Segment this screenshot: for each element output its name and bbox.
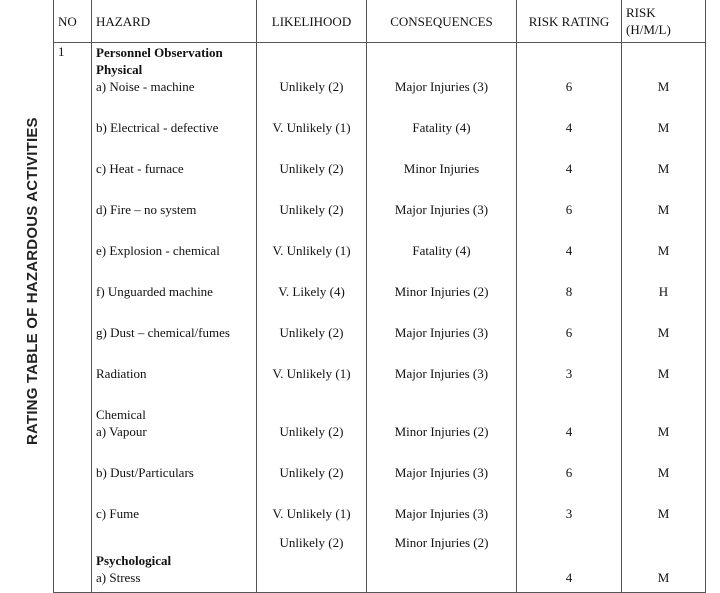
subgroup-label: Psychological — [96, 553, 172, 568]
hazard-cell — [92, 388, 257, 446]
row-number — [54, 528, 92, 593]
table-row — [54, 224, 706, 265]
hazard-cell — [92, 528, 257, 593]
subgroup-label: Chemical — [96, 407, 146, 422]
header-risk — [622, 0, 706, 43]
risk-level-cell: M — [622, 487, 706, 528]
table-row — [54, 265, 706, 306]
side-title: RATING TABLE OF HAZARDOUS ACTIVITIES — [24, 117, 41, 445]
likelihood-cell: Unlikely (2) — [257, 446, 367, 487]
row-number — [54, 487, 92, 528]
header-hazard: HAZARD — [92, 0, 257, 43]
risk-level-cell: M — [622, 142, 706, 183]
risk-rating-cell: 6 — [517, 306, 622, 347]
table-row — [54, 347, 706, 388]
row-number — [54, 265, 92, 306]
consequences-cell: Minor Injuries (2) — [367, 388, 517, 446]
likelihood-cell: V. Unlikely (1) — [257, 224, 367, 265]
hazard-label: a) Stress — [96, 570, 141, 585]
risk-rating-cell: 4 — [517, 142, 622, 183]
hazard-cell: c) Heat - furnace — [92, 142, 257, 183]
hazard-cell: b) Dust/Particulars — [92, 446, 257, 487]
risk-rating-cell: 6 — [517, 183, 622, 224]
hazard-cell: e) Explosion - chemical — [92, 224, 257, 265]
risk-rating-cell: 4 — [517, 224, 622, 265]
risk-level-cell: M — [622, 224, 706, 265]
risk-rating-cell: 4 — [517, 528, 622, 593]
hazard-cell: d) Fire – no system — [92, 183, 257, 224]
header-likelihood: LIKELIHOOD — [257, 0, 367, 43]
risk-level-cell: M — [622, 528, 706, 593]
hazard-label: a) Noise - machine — [96, 79, 195, 94]
group-label: Personnel Observation — [96, 45, 223, 60]
risk-rating-cell: 6 — [517, 43, 622, 102]
header-risk-line2: (H/M/L) — [626, 22, 671, 37]
likelihood-cell: Unlikely (2) — [257, 43, 367, 102]
consequences-cell: Fatality (4) — [367, 101, 517, 142]
consequences-cell: Major Injuries (3) — [367, 487, 517, 528]
likelihood-cell: Unlikely (2) — [257, 306, 367, 347]
consequences-cell: Major Injuries (3) — [367, 43, 517, 102]
risk-level-cell: M — [622, 43, 706, 102]
likelihood-cell: V. Unlikely (1) — [257, 347, 367, 388]
table-row — [54, 101, 706, 142]
hazard-cell: c) Fume — [92, 487, 257, 528]
consequences-cell: Fatality (4) — [367, 224, 517, 265]
likelihood-cell: V. Unlikely (1) — [257, 101, 367, 142]
likelihood-cell: Unlikely (2) — [257, 388, 367, 446]
likelihood-cell: Unlikely (2) — [257, 142, 367, 183]
consequences-cell: Major Injuries (3) — [367, 306, 517, 347]
risk-level-cell: M — [622, 183, 706, 224]
likelihood-cell: V. Likely (4) — [257, 265, 367, 306]
hazard-cell: g) Dust – chemical/fumes — [92, 306, 257, 347]
hazard-cell: Radiation — [92, 347, 257, 388]
table-row — [54, 306, 706, 347]
consequences-cell: Major Injuries (3) — [367, 347, 517, 388]
risk-level-cell: M — [622, 101, 706, 142]
table-row — [54, 142, 706, 183]
row-number — [54, 347, 92, 388]
risk-rating-cell: 3 — [517, 487, 622, 528]
consequences-cell: Minor Injuries — [367, 142, 517, 183]
table-row — [54, 487, 706, 528]
likelihood-cell: Unlikely (2) — [257, 183, 367, 224]
risk-rating-cell: 6 — [517, 446, 622, 487]
row-number — [54, 142, 92, 183]
row-number: 1 — [54, 43, 92, 102]
header-consequences: CONSEQUENCES — [367, 0, 517, 43]
risk-level-cell: H — [622, 265, 706, 306]
consequences-cell: Major Injuries (3) — [367, 183, 517, 224]
risk-rating-cell: 4 — [517, 101, 622, 142]
header-risk-rating: RISK RATING — [517, 0, 622, 43]
hazard-cell: f) Unguarded machine — [92, 265, 257, 306]
hazard-cell: b) Electrical - defective — [92, 101, 257, 142]
row-number — [54, 101, 92, 142]
consequences-cell: Minor Injuries (2) — [367, 265, 517, 306]
risk-rating-cell: 4 — [517, 388, 622, 446]
hazard-rating-table — [53, 0, 706, 593]
risk-level-cell: M — [622, 347, 706, 388]
hazard-label: a) Vapour — [96, 424, 147, 439]
table-row — [54, 183, 706, 224]
subgroup-label: Physical — [96, 62, 143, 77]
risk-level-cell: M — [622, 446, 706, 487]
hazard-cell — [92, 43, 257, 102]
likelihood-cell: Unlikely (2) — [257, 528, 367, 593]
risk-level-cell: M — [622, 306, 706, 347]
consequences-cell: Major Injuries (3) — [367, 446, 517, 487]
table-row — [54, 528, 706, 593]
risk-rating-cell: 3 — [517, 347, 622, 388]
row-number — [54, 388, 92, 446]
table-row — [54, 43, 706, 102]
row-number — [54, 224, 92, 265]
risk-level-cell: M — [622, 388, 706, 446]
row-number — [54, 446, 92, 487]
likelihood-cell: V. Unlikely (1) — [257, 487, 367, 528]
row-number — [54, 183, 92, 224]
row-number — [54, 306, 92, 347]
header-risk-line1: RISK — [626, 5, 656, 20]
table-row — [54, 388, 706, 446]
header-no: NO — [54, 0, 92, 43]
header-row — [54, 0, 706, 43]
risk-rating-cell: 8 — [517, 265, 622, 306]
table-row — [54, 446, 706, 487]
consequences-cell: Minor Injuries (2) — [367, 528, 517, 593]
